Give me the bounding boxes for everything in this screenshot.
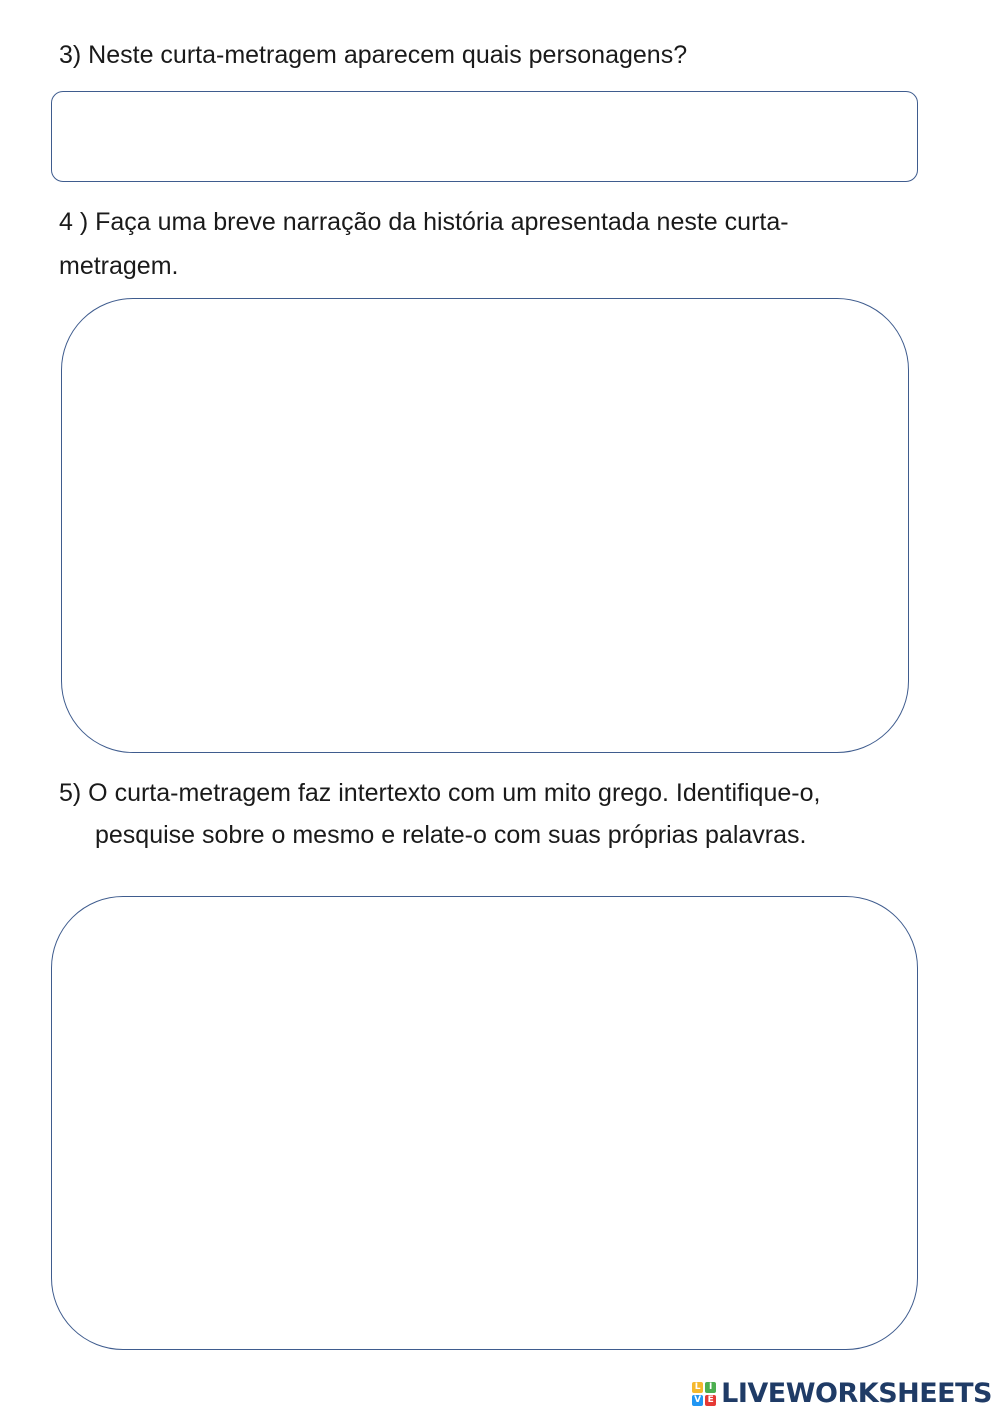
logo-letter-e: E — [705, 1395, 716, 1406]
question-5-line-1: 5) O curta-metragem faz intertexto com um mito grego. Identifique-o, — [59, 779, 821, 807]
question-4-line-2: metragem. — [59, 252, 179, 280]
answer-box-q4[interactable] — [61, 298, 909, 753]
question-5-line-2: pesquise sobre o mesmo e relate-o com suas próprias palavras. — [95, 821, 807, 849]
logo-letter-v: V — [692, 1395, 703, 1406]
answer-box-q3[interactable] — [51, 91, 918, 182]
answer-box-q5[interactable] — [51, 896, 918, 1350]
liveworksheets-logo[interactable] — [692, 1374, 992, 1414]
question-3-text: 3) Neste curta-metragem aparecem quais personagens? — [59, 41, 688, 69]
logo-letter-l: L — [692, 1382, 703, 1393]
question-4-line-1: 4 ) Faça uma breve narração da história apresentada neste curta- — [59, 208, 789, 236]
logo-wordmark: LIVEWORKSHEETS — [721, 1378, 992, 1409]
logo-letter-i: I — [705, 1382, 716, 1393]
logo-icon — [692, 1382, 716, 1406]
